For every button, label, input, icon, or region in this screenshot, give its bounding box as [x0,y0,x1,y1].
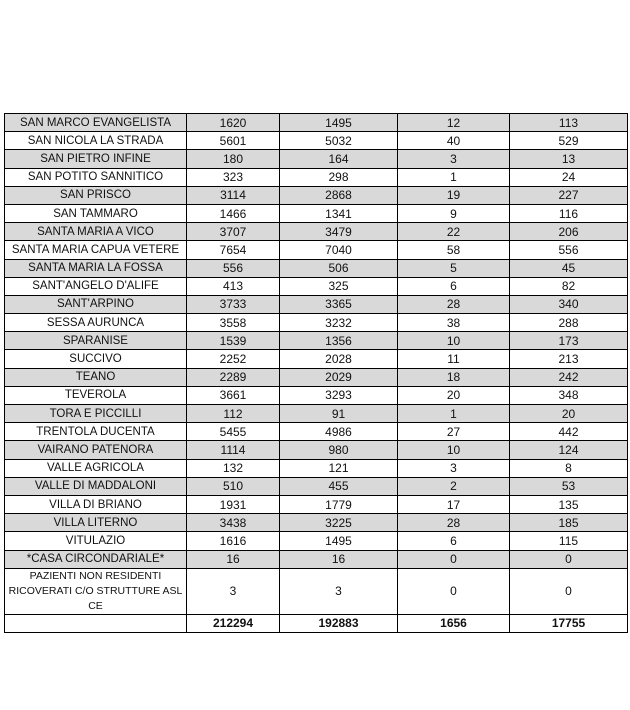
value-cell: 1341 [280,204,398,222]
table-row [5,241,628,259]
value-cell: 0 [510,550,628,568]
table-row [5,514,628,532]
value-cell: 9 [398,204,510,222]
value-cell: 1 [398,168,510,186]
value-cell: 3114 [187,186,280,204]
table-row [5,114,628,132]
municipality-cell: TEVEROLA [5,386,187,404]
value-cell: 27 [398,423,510,441]
municipality-cell: SAN NICOLA LA STRADA [5,132,187,150]
municipality-cell: VAIRANO PATENORA [5,441,187,459]
value-cell: 0 [398,550,510,568]
table-row [5,532,628,550]
value-cell: 164 [280,150,398,168]
value-cell: 3365 [280,295,398,313]
municipality-cell: SPARANISE [5,332,187,350]
value-cell: 1356 [280,332,398,350]
value-cell: 6 [398,277,510,295]
table-row [5,405,628,423]
municipality-cell: VALLE DI MADDALONI [5,477,187,495]
municipality-cell [5,614,187,632]
value-cell: 19 [398,186,510,204]
table-row [5,495,628,513]
value-cell: 3 [280,568,398,614]
value-cell: 510 [187,477,280,495]
value-cell: 1 [398,405,510,423]
value-cell: 115 [510,532,628,550]
value-cell: 442 [510,423,628,441]
value-cell: 10 [398,332,510,350]
table-row [5,314,628,332]
value-cell: 3 [398,150,510,168]
value-cell: 340 [510,295,628,313]
municipality-cell: TEANO [5,368,187,386]
value-cell: 20 [510,405,628,423]
municipality-cell: *CASA CIRCONDARIALE* [5,550,187,568]
value-cell: 2252 [187,350,280,368]
value-cell: 113 [510,114,628,132]
value-cell: 3293 [280,386,398,404]
value-cell: 2868 [280,186,398,204]
value-cell: 16 [187,550,280,568]
value-cell: 17755 [510,614,628,632]
value-cell: 11 [398,350,510,368]
municipality-cell: SESSA AURUNCA [5,314,187,332]
value-cell: 1466 [187,204,280,222]
value-cell: 5 [398,259,510,277]
municipality-cell: SANTA MARIA CAPUA VETERE [5,241,187,259]
value-cell: 556 [510,241,628,259]
value-cell: 206 [510,223,628,241]
value-cell: 3 [398,459,510,477]
value-cell: 1495 [280,532,398,550]
value-cell: 16 [280,550,398,568]
value-cell: 124 [510,441,628,459]
municipality-cell: VALLE AGRICOLA [5,459,187,477]
municipality-cell: SANTA MARIA LA FOSSA [5,259,187,277]
municipality-cell: SAN MARCO EVANGELISTA [5,114,187,132]
value-cell: 173 [510,332,628,350]
value-cell: 4986 [280,423,398,441]
municipality-cell: VITULAZIO [5,532,187,550]
table-row [5,332,628,350]
table-row [5,150,628,168]
value-cell: 1931 [187,495,280,513]
value-cell: 18 [398,368,510,386]
value-cell: 3661 [187,386,280,404]
value-cell: 3 [187,568,280,614]
table-row [5,477,628,495]
value-cell: 0 [398,568,510,614]
value-cell: 28 [398,514,510,532]
value-cell: 13 [510,150,628,168]
municipality-cell: TRENTOLA DUCENTA [5,423,187,441]
value-cell: 40 [398,132,510,150]
value-cell: 20 [398,386,510,404]
value-cell: 28 [398,295,510,313]
value-cell: 1656 [398,614,510,632]
value-cell: 298 [280,168,398,186]
value-cell: 91 [280,405,398,423]
municipality-cell: SAN PRISCO [5,186,187,204]
value-cell: 121 [280,459,398,477]
totals-row [5,614,628,632]
municipality-cell: VILLA DI BRIANO [5,495,187,513]
value-cell: 53 [510,477,628,495]
value-cell: 3707 [187,223,280,241]
value-cell: 12 [398,114,510,132]
value-cell: 3225 [280,514,398,532]
municipality-cell: SANTA MARIA A VICO [5,223,187,241]
value-cell: 413 [187,277,280,295]
value-cell: 3558 [187,314,280,332]
municipality-cell: VILLA LITERNO [5,514,187,532]
value-cell: 2 [398,477,510,495]
value-cell: 1616 [187,532,280,550]
value-cell: 212294 [187,614,280,632]
municipality-cell: SANT'ANGELO D'ALIFE [5,277,187,295]
table-row [5,204,628,222]
value-cell: 325 [280,277,398,295]
value-cell: 3479 [280,223,398,241]
table-row [5,168,628,186]
value-cell: 348 [510,386,628,404]
value-cell: 323 [187,168,280,186]
value-cell: 8 [510,459,628,477]
value-cell: 135 [510,495,628,513]
value-cell: 6 [398,532,510,550]
value-cell: 288 [510,314,628,332]
value-cell: 2029 [280,368,398,386]
value-cell: 5032 [280,132,398,150]
municipality-cell: SUCCIVO [5,350,187,368]
value-cell: 58 [398,241,510,259]
municipality-cell: SAN POTITO SANNITICO [5,168,187,186]
value-cell: 1539 [187,332,280,350]
value-cell: 3232 [280,314,398,332]
value-cell: 24 [510,168,628,186]
value-cell: 116 [510,204,628,222]
value-cell: 5601 [187,132,280,150]
value-cell: 1620 [187,114,280,132]
value-cell: 980 [280,441,398,459]
value-cell: 45 [510,259,628,277]
table-row [5,259,628,277]
value-cell: 112 [187,405,280,423]
municipality-cell: SAN TAMMARO [5,204,187,222]
table-row [5,223,628,241]
value-cell: 132 [187,459,280,477]
table-row [5,132,628,150]
value-cell: 2289 [187,368,280,386]
value-cell: 17 [398,495,510,513]
value-cell: 22 [398,223,510,241]
table-row [5,277,628,295]
value-cell: 242 [510,368,628,386]
value-cell: 3438 [187,514,280,532]
value-cell: 1495 [280,114,398,132]
value-cell: 529 [510,132,628,150]
value-cell: 7040 [280,241,398,259]
table-row [5,186,628,204]
table-row [5,368,628,386]
table-row [5,568,628,614]
value-cell: 38 [398,314,510,332]
municipality-cell: SANT'ARPINO [5,295,187,313]
value-cell: 10 [398,441,510,459]
value-cell: 3733 [187,295,280,313]
table-row [5,459,628,477]
value-cell: 213 [510,350,628,368]
value-cell: 82 [510,277,628,295]
table-row [5,423,628,441]
municipality-cell: PAZIENTI NON RESIDENTI RICOVERATI C/O STRUTTURE ASL CE [5,568,187,614]
value-cell: 556 [187,259,280,277]
covid-data-table [4,113,628,633]
value-cell: 185 [510,514,628,532]
value-cell: 180 [187,150,280,168]
value-cell: 7654 [187,241,280,259]
value-cell: 5455 [187,423,280,441]
municipality-cell: SAN PIETRO INFINE [5,150,187,168]
value-cell: 192883 [280,614,398,632]
table-row [5,441,628,459]
value-cell: 1114 [187,441,280,459]
value-cell: 455 [280,477,398,495]
table-row [5,350,628,368]
table-row [5,550,628,568]
value-cell: 2028 [280,350,398,368]
value-cell: 506 [280,259,398,277]
municipality-cell: TORA E PICCILLI [5,405,187,423]
value-cell: 1779 [280,495,398,513]
table-row [5,386,628,404]
table-row [5,295,628,313]
value-cell: 227 [510,186,628,204]
value-cell: 0 [510,568,628,614]
